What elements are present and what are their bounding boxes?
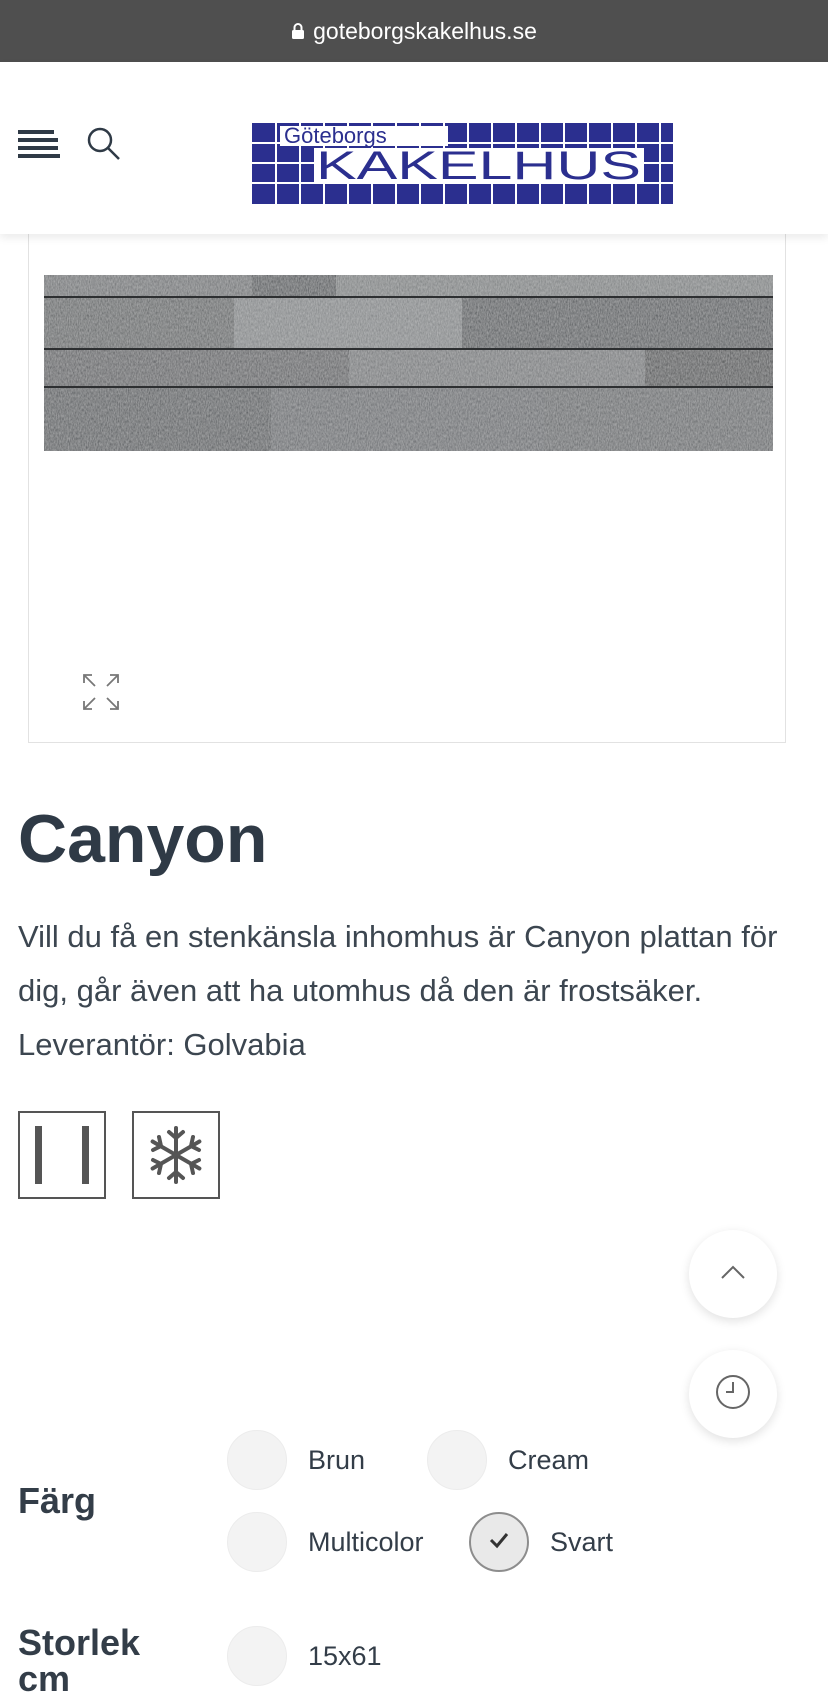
site-header <box>0 62 828 234</box>
frost-resistant-icon[interactable] <box>132 1111 220 1199</box>
option-label: 15x61 <box>308 1640 382 1671</box>
option-label: Brun <box>308 1444 366 1475</box>
recently-viewed-button[interactable] <box>689 1350 777 1438</box>
color-option-cream[interactable] <box>427 1430 589 1490</box>
wall-tile-icon[interactable] <box>18 1111 106 1199</box>
option-label: Cream <box>508 1444 590 1475</box>
hamburger-menu-icon[interactable] <box>18 128 60 164</box>
description-line: dig, går även att ha utomhus då den är frostsäker. <box>18 973 703 1008</box>
product-image-gallery <box>28 232 786 743</box>
option-label: Svart <box>550 1526 614 1557</box>
scroll-to-top-button[interactable] <box>689 1230 777 1318</box>
search-icon[interactable] <box>86 126 122 162</box>
color-option-multicolor[interactable] <box>227 1512 424 1572</box>
chevron-up-icon <box>720 1264 746 1285</box>
description-line: Vill du få en stenkänsla inhomhus är Canyon plattan för <box>18 919 778 954</box>
radio-swatch-selected[interactable] <box>469 1512 529 1572</box>
expand-icon[interactable] <box>81 672 121 712</box>
site-logo[interactable] <box>252 123 673 204</box>
color-label: Färg <box>18 1480 97 1521</box>
lock-icon <box>291 22 305 40</box>
product-description <box>18 910 818 1072</box>
clock-icon <box>715 1374 751 1415</box>
product-image[interactable] <box>44 275 773 451</box>
radio-swatch[interactable] <box>227 1626 287 1686</box>
radio-swatch[interactable] <box>227 1430 287 1490</box>
size-label <box>18 1622 141 1699</box>
radio-swatch[interactable] <box>227 1512 287 1572</box>
logo-top-text: Göteborgs <box>284 123 387 148</box>
color-option-svart[interactable] <box>469 1512 613 1572</box>
size-label-line: cm <box>18 1658 71 1699</box>
supplier-text: Leverantör: Golvabia <box>18 1027 306 1062</box>
size-label-line: Storlek <box>18 1622 141 1663</box>
checkmark-icon <box>488 1531 510 1554</box>
browser-url-bar[interactable] <box>0 0 828 62</box>
size-option-15x61[interactable] <box>227 1626 382 1686</box>
radio-swatch[interactable] <box>427 1430 487 1490</box>
logo-main-text: KAKELHUS <box>316 144 641 188</box>
product-title: Canyon <box>18 801 268 877</box>
option-label: Multicolor <box>308 1526 424 1557</box>
color-option-brun[interactable] <box>227 1430 365 1490</box>
url-text: goteborgskakelhus.se <box>313 17 537 44</box>
